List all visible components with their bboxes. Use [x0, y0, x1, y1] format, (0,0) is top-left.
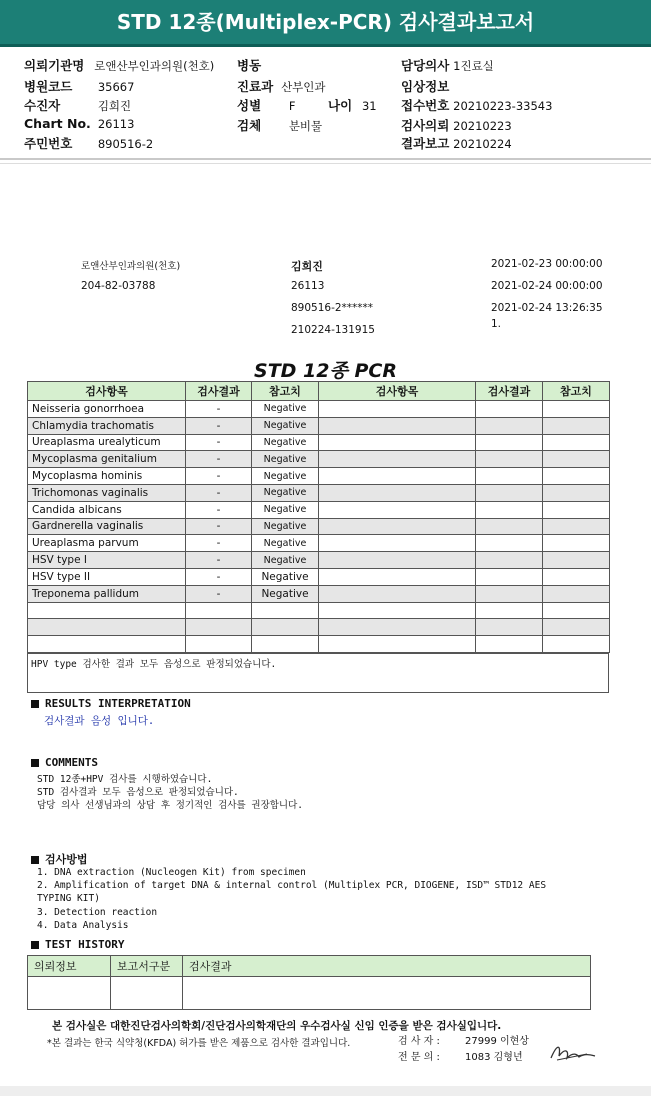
table-row: [28, 451, 610, 468]
test-result: -: [186, 535, 252, 552]
patient-name: 김희진: [291, 260, 323, 273]
history-header-row: [28, 956, 591, 977]
history-heading: TEST HISTORY: [31, 938, 124, 951]
header-row-chart-no: Chart No. 26113: [24, 116, 135, 131]
test-result: -: [186, 434, 252, 451]
header-divider-thin: [0, 163, 651, 164]
test-item: Neisseria gonorrhoea: [28, 401, 186, 418]
test-result: -: [186, 518, 252, 535]
test-reference: Negative: [252, 518, 319, 535]
history-table: [27, 955, 591, 1010]
header-row-rrn: 주민번호 890516-2: [24, 136, 154, 151]
table-row: [28, 484, 610, 501]
std-title: STD 12종 PCR: [254, 360, 397, 382]
test-item: Mycoplasma genitalium: [28, 451, 186, 468]
test-reference: Negative: [252, 501, 319, 518]
comment-line: STD 12종+HPV 검사를 시행하였습니다.: [37, 774, 213, 785]
test-item: Treponema pallidum: [28, 585, 186, 602]
results-heading: RESULTS INTERPRETATION: [31, 697, 191, 710]
test-result: -: [186, 585, 252, 602]
table-header-row: [28, 382, 610, 401]
history-col-result: 검사결과: [183, 956, 591, 977]
test-item: Ureaplasma parvum: [28, 535, 186, 552]
test-result: -: [186, 501, 252, 518]
col-header-reference-2: 참고치: [543, 382, 610, 401]
chart-number: 26113: [291, 280, 325, 292]
date-printed-suffix: 1.: [491, 318, 502, 330]
method-line: 3. Detection reaction: [37, 907, 158, 918]
test-reference: Negative: [252, 401, 319, 418]
results-table: [27, 381, 610, 653]
header-row-patient: 수진자 김희진: [24, 98, 132, 113]
header-row-clinical-info: 임상정보: [401, 79, 450, 94]
table-row: [28, 636, 610, 653]
method-line: 1. DNA extraction (Nucleogen Kit) from specimen: [37, 867, 306, 878]
table-row: [28, 518, 610, 535]
header-row-report-date: 결과보고 20210224: [401, 136, 512, 151]
table-row: [28, 434, 610, 451]
test-reference: Negative: [252, 552, 319, 569]
specialist-name: 1083 김형년: [465, 1052, 523, 1063]
test-item: Ureaplasma urealyticum: [28, 434, 186, 451]
header-row-institution: 의뢰기관명 로앤산부인과의원(천호): [24, 58, 215, 73]
page-bottom-band: [0, 1086, 651, 1096]
resident-number: 890516-2******: [291, 302, 374, 314]
results-text: 검사결과 음성 입니다.: [44, 715, 155, 727]
specialist-label: 전 문 의 :: [398, 1052, 440, 1063]
hpv-note: [27, 653, 609, 693]
method-line: TYPING KIT): [37, 893, 100, 904]
test-reference: Negative: [252, 451, 319, 468]
table-row: [28, 468, 610, 485]
test-item: HSV type II: [28, 568, 186, 585]
test-reference: Negative: [252, 484, 319, 501]
header-row-sex: 성별 F: [237, 98, 296, 113]
test-result: -: [186, 552, 252, 569]
report-title: STD 12종(Multiplex-PCR) 검사결과보고서: [0, 0, 651, 47]
table-row: [28, 417, 610, 434]
hpv-note-text: HPV type 검사한 결과 모두 음성으로 판정되었습니다.: [31, 659, 277, 670]
header-row-request-date: 검사의뢰 20210223: [401, 118, 512, 133]
test-result: -: [186, 484, 252, 501]
header-row-doctor: 담당의사 1진료실: [401, 58, 494, 73]
col-header-item: 검사항목: [28, 382, 186, 401]
method-heading: 검사방법: [31, 851, 88, 867]
test-item: Mycoplasma hominis: [28, 468, 186, 485]
test-result: -: [186, 451, 252, 468]
history-col-request: 의뢰정보: [28, 956, 111, 977]
examiner-name: 27999 이현상: [465, 1036, 529, 1047]
test-result: -: [186, 401, 252, 418]
examiner-label: 검 사 자 :: [398, 1036, 440, 1047]
test-reference: Negative: [252, 468, 319, 485]
table-row: [28, 619, 610, 636]
header-divider: [0, 158, 651, 160]
table-row: [28, 401, 610, 418]
test-reference: Negative: [252, 535, 319, 552]
business-number: 204-82-03788: [81, 280, 156, 292]
square-bullet-icon: [31, 856, 39, 864]
comment-line: 담당 의사 선생님과의 상담 후 정기적인 검사를 권장합니다.: [37, 800, 304, 811]
clinic-name: 로앤산부인과의원(천호): [81, 261, 181, 272]
report-id: 210224-131915: [291, 324, 375, 336]
header-row-specimen: 검체 분비물: [237, 118, 323, 133]
kfda-note: *본 결과는 한국 식약청(KFDA) 허가를 받은 제품으로 검사한 결과입니다.: [47, 1038, 351, 1049]
history-col-report-type: 보고서구분: [111, 956, 183, 977]
table-row: [28, 602, 610, 619]
test-item: Chlamydia trachomatis: [28, 417, 186, 434]
col-header-result: 검사결과: [186, 382, 252, 401]
date-reported: 2021-02-24 00:00:00: [491, 280, 603, 292]
test-reference: Negative: [252, 568, 319, 585]
method-line: 4. Data Analysis: [37, 920, 129, 931]
test-reference: Negative: [252, 417, 319, 434]
test-reference: Negative: [252, 434, 319, 451]
square-bullet-icon: [31, 700, 39, 708]
table-row: [28, 552, 610, 569]
test-item: Gardnerella vaginalis: [28, 518, 186, 535]
history-row: [28, 977, 591, 1010]
table-row: [28, 501, 610, 518]
test-result: -: [186, 468, 252, 485]
comments-heading: COMMENTS: [31, 756, 98, 769]
test-item: Trichomonas vaginalis: [28, 484, 186, 501]
table-row: [28, 535, 610, 552]
col-header-result-2: 검사결과: [476, 382, 543, 401]
test-reference: Negative: [252, 585, 319, 602]
header-row-receipt-no: 접수번호 20210223-33543: [401, 98, 553, 113]
square-bullet-icon: [31, 941, 39, 949]
signature-icon: [547, 1040, 599, 1064]
test-result: -: [186, 417, 252, 434]
test-result: -: [186, 568, 252, 585]
table-row: [28, 568, 610, 585]
square-bullet-icon: [31, 759, 39, 767]
col-header-reference: 참고치: [252, 382, 319, 401]
table-row: [28, 585, 610, 602]
header-row-age: 나이 31: [328, 98, 377, 113]
col-header-item-2: 검사항목: [319, 382, 476, 401]
certification-note: 본 검사실은 대한진단검사의학회/진단검사의학재단의 우수검사실 신임 인증을 받은 검사실입니다.: [52, 1020, 502, 1032]
header-row-ward: 병동: [237, 58, 262, 73]
test-item: Candida albicans: [28, 501, 186, 518]
comment-line: STD 검사결과 모두 음성으로 판정되었습니다.: [37, 787, 239, 798]
test-item: HSV type I: [28, 552, 186, 569]
header-row-department: 진료과 산부인과: [237, 79, 326, 94]
date-received: 2021-02-23 00:00:00: [491, 258, 603, 270]
header-row-hospital-code: 병원코드 35667: [24, 79, 135, 94]
method-line: 2. Amplification of target DNA & internal control (Multiplex PCR, DIOGENE, ISD™ STD12 AES: [37, 880, 547, 891]
date-printed: 2021-02-24 13:26:35: [491, 302, 603, 314]
